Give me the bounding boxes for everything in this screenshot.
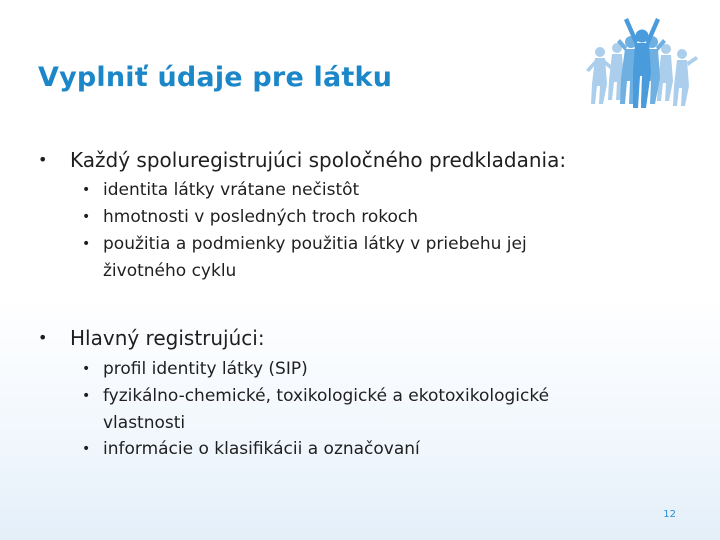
section-coregistrants — [38, 146, 698, 284]
slide-content — [38, 146, 698, 463]
list-item-text: fyzikálno-chemické, toxikologické a ekotoxikologické — [103, 386, 550, 406]
section-lead-registrant — [38, 324, 698, 463]
list-item-text: informácie o klasifikácii a označovaní — [103, 439, 420, 459]
list-item-continuation: životného cyklu — [103, 261, 237, 281]
list-item — [38, 356, 698, 383]
bullet-icon: • — [82, 209, 91, 225]
list-item — [38, 231, 698, 284]
bullet-icon: • — [82, 441, 91, 457]
section-items — [38, 177, 698, 284]
list-item-text: identita látky vrátane nečistôt — [103, 180, 360, 200]
list-item — [38, 436, 698, 463]
section-heading-text: Každý spoluregistrujúci spoločného predkladania: — [70, 148, 567, 172]
bullet-icon: • — [82, 388, 91, 404]
list-item — [38, 204, 698, 231]
section-heading — [38, 146, 698, 174]
section-items — [38, 356, 698, 463]
bullet-icon: • — [82, 236, 91, 252]
bullet-icon: • — [38, 328, 48, 347]
list-item-text: použitia a podmienky použitia látky v priebehu jej — [103, 234, 527, 254]
page-number: 12 — [663, 509, 676, 520]
section-heading-text: Hlavný registrujúci: — [70, 326, 265, 350]
list-item-continuation: vlastnosti — [103, 413, 186, 433]
list-item — [38, 383, 698, 436]
bullet-icon: • — [82, 361, 91, 377]
list-item-text: profil identity látky (SIP) — [103, 359, 308, 379]
slide-title: Vyplniť údaje pre látku — [38, 62, 393, 93]
list-item-text: hmotnosti v posledných troch rokoch — [103, 207, 419, 227]
runners-logo-icon — [584, 14, 700, 110]
list-item — [38, 177, 698, 204]
section-heading — [38, 324, 698, 352]
bullet-icon: • — [82, 182, 91, 198]
bullet-icon: • — [38, 150, 48, 169]
